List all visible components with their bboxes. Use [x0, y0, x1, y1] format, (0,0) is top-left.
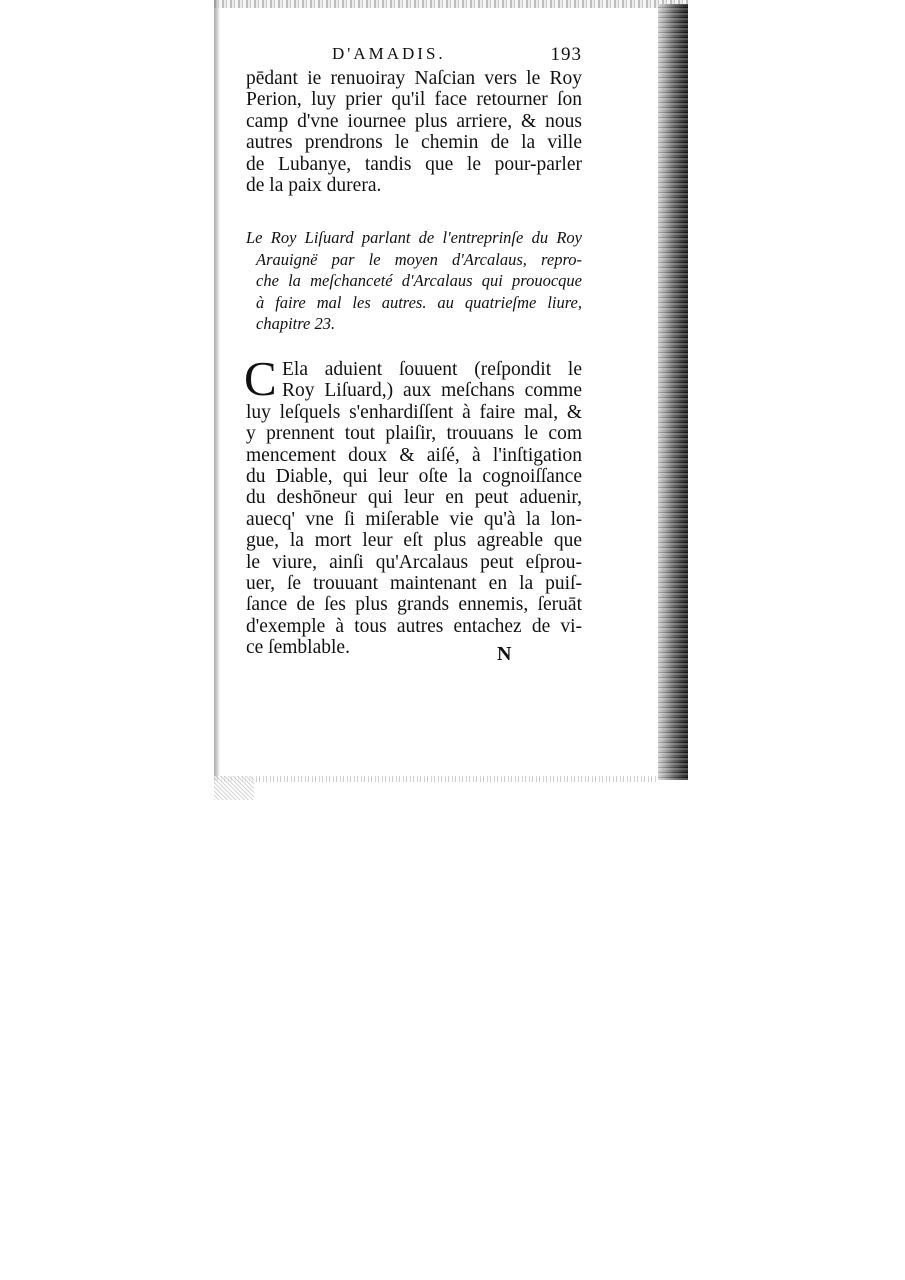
text-line: uer, ſe trouuant maintenant en la puiſ-	[246, 573, 582, 594]
text-line: du deshōneur qui leur en peut aduenir,	[246, 487, 582, 509]
page-bottom-edge	[214, 776, 658, 782]
text-line: mencement doux & aiſé, à l'inſtigation	[246, 444, 582, 466]
summary-line: à faire mal les autres. au quatrieſme liure,	[256, 292, 582, 312]
summary-line: che la meſchanceté d'Arcalaus qui prouocque	[256, 271, 582, 291]
text-line: autres prendrons le chemin de la ville	[246, 132, 582, 154]
text-line: le viure, ainſi qu'Arcalaus peut eſprou-	[246, 551, 582, 573]
text-line: ce ſemblable.	[246, 637, 350, 659]
text-line: Ela aduient ſouuent (reſpondit le	[282, 358, 582, 380]
text-line: de la paix durera.	[246, 175, 382, 197]
text-line: auecq' vne ſi miſerable vie qu'à la lon-	[246, 508, 582, 530]
summary-line: chapitre 23.	[256, 314, 336, 334]
signature-mark: N	[497, 643, 512, 665]
summary-line: Arauignë par le moyen d'Arcalaus, repro-	[256, 249, 582, 269]
book-spine-shadow	[658, 4, 688, 780]
text-line: ſance de ſes plus grands ennemis, ſeruāt	[246, 594, 582, 616]
text-line: du Diable, qui leur oſte la cognoiſſance	[246, 465, 582, 487]
page-top-edge	[214, 0, 688, 8]
text-line: d'exemple à tous autres entachez de vi-	[246, 615, 582, 637]
text-line: camp d'vne iournee plus arriere, & nous	[246, 110, 582, 132]
text-line: Perion, luy prier qu'il face retourner ſon	[246, 89, 582, 111]
chapter-summary	[246, 227, 582, 335]
page-number: 193	[550, 44, 582, 65]
chapter-body	[244, 350, 582, 659]
text-line: gue, la mort leur eſt plus agreable que	[246, 530, 582, 552]
text-block	[246, 44, 582, 659]
running-head-title: D'AMADIS.	[332, 44, 446, 63]
continuation-paragraph	[246, 68, 582, 196]
page-corner-smudge	[214, 776, 254, 800]
running-head	[246, 44, 582, 68]
text-line: luy leſquels s'enhardiſſent à faire mal, &	[246, 401, 582, 423]
text-line: de Lubanye, tandis que le pour-parler	[246, 153, 582, 175]
summary-line: Le Roy Liſuard parlant de l'entreprinſe du Roy	[246, 228, 582, 248]
text-line: y prennent tout plaiſir, trouuans le com	[246, 423, 582, 445]
page-left-edge	[214, 0, 220, 780]
text-line: Roy Liſuard,) aux meſchans comme	[282, 380, 582, 402]
drop-cap: C	[244, 350, 277, 406]
text-line: pēdant ie renuoiray Naſcian vers le Roy	[246, 68, 582, 89]
